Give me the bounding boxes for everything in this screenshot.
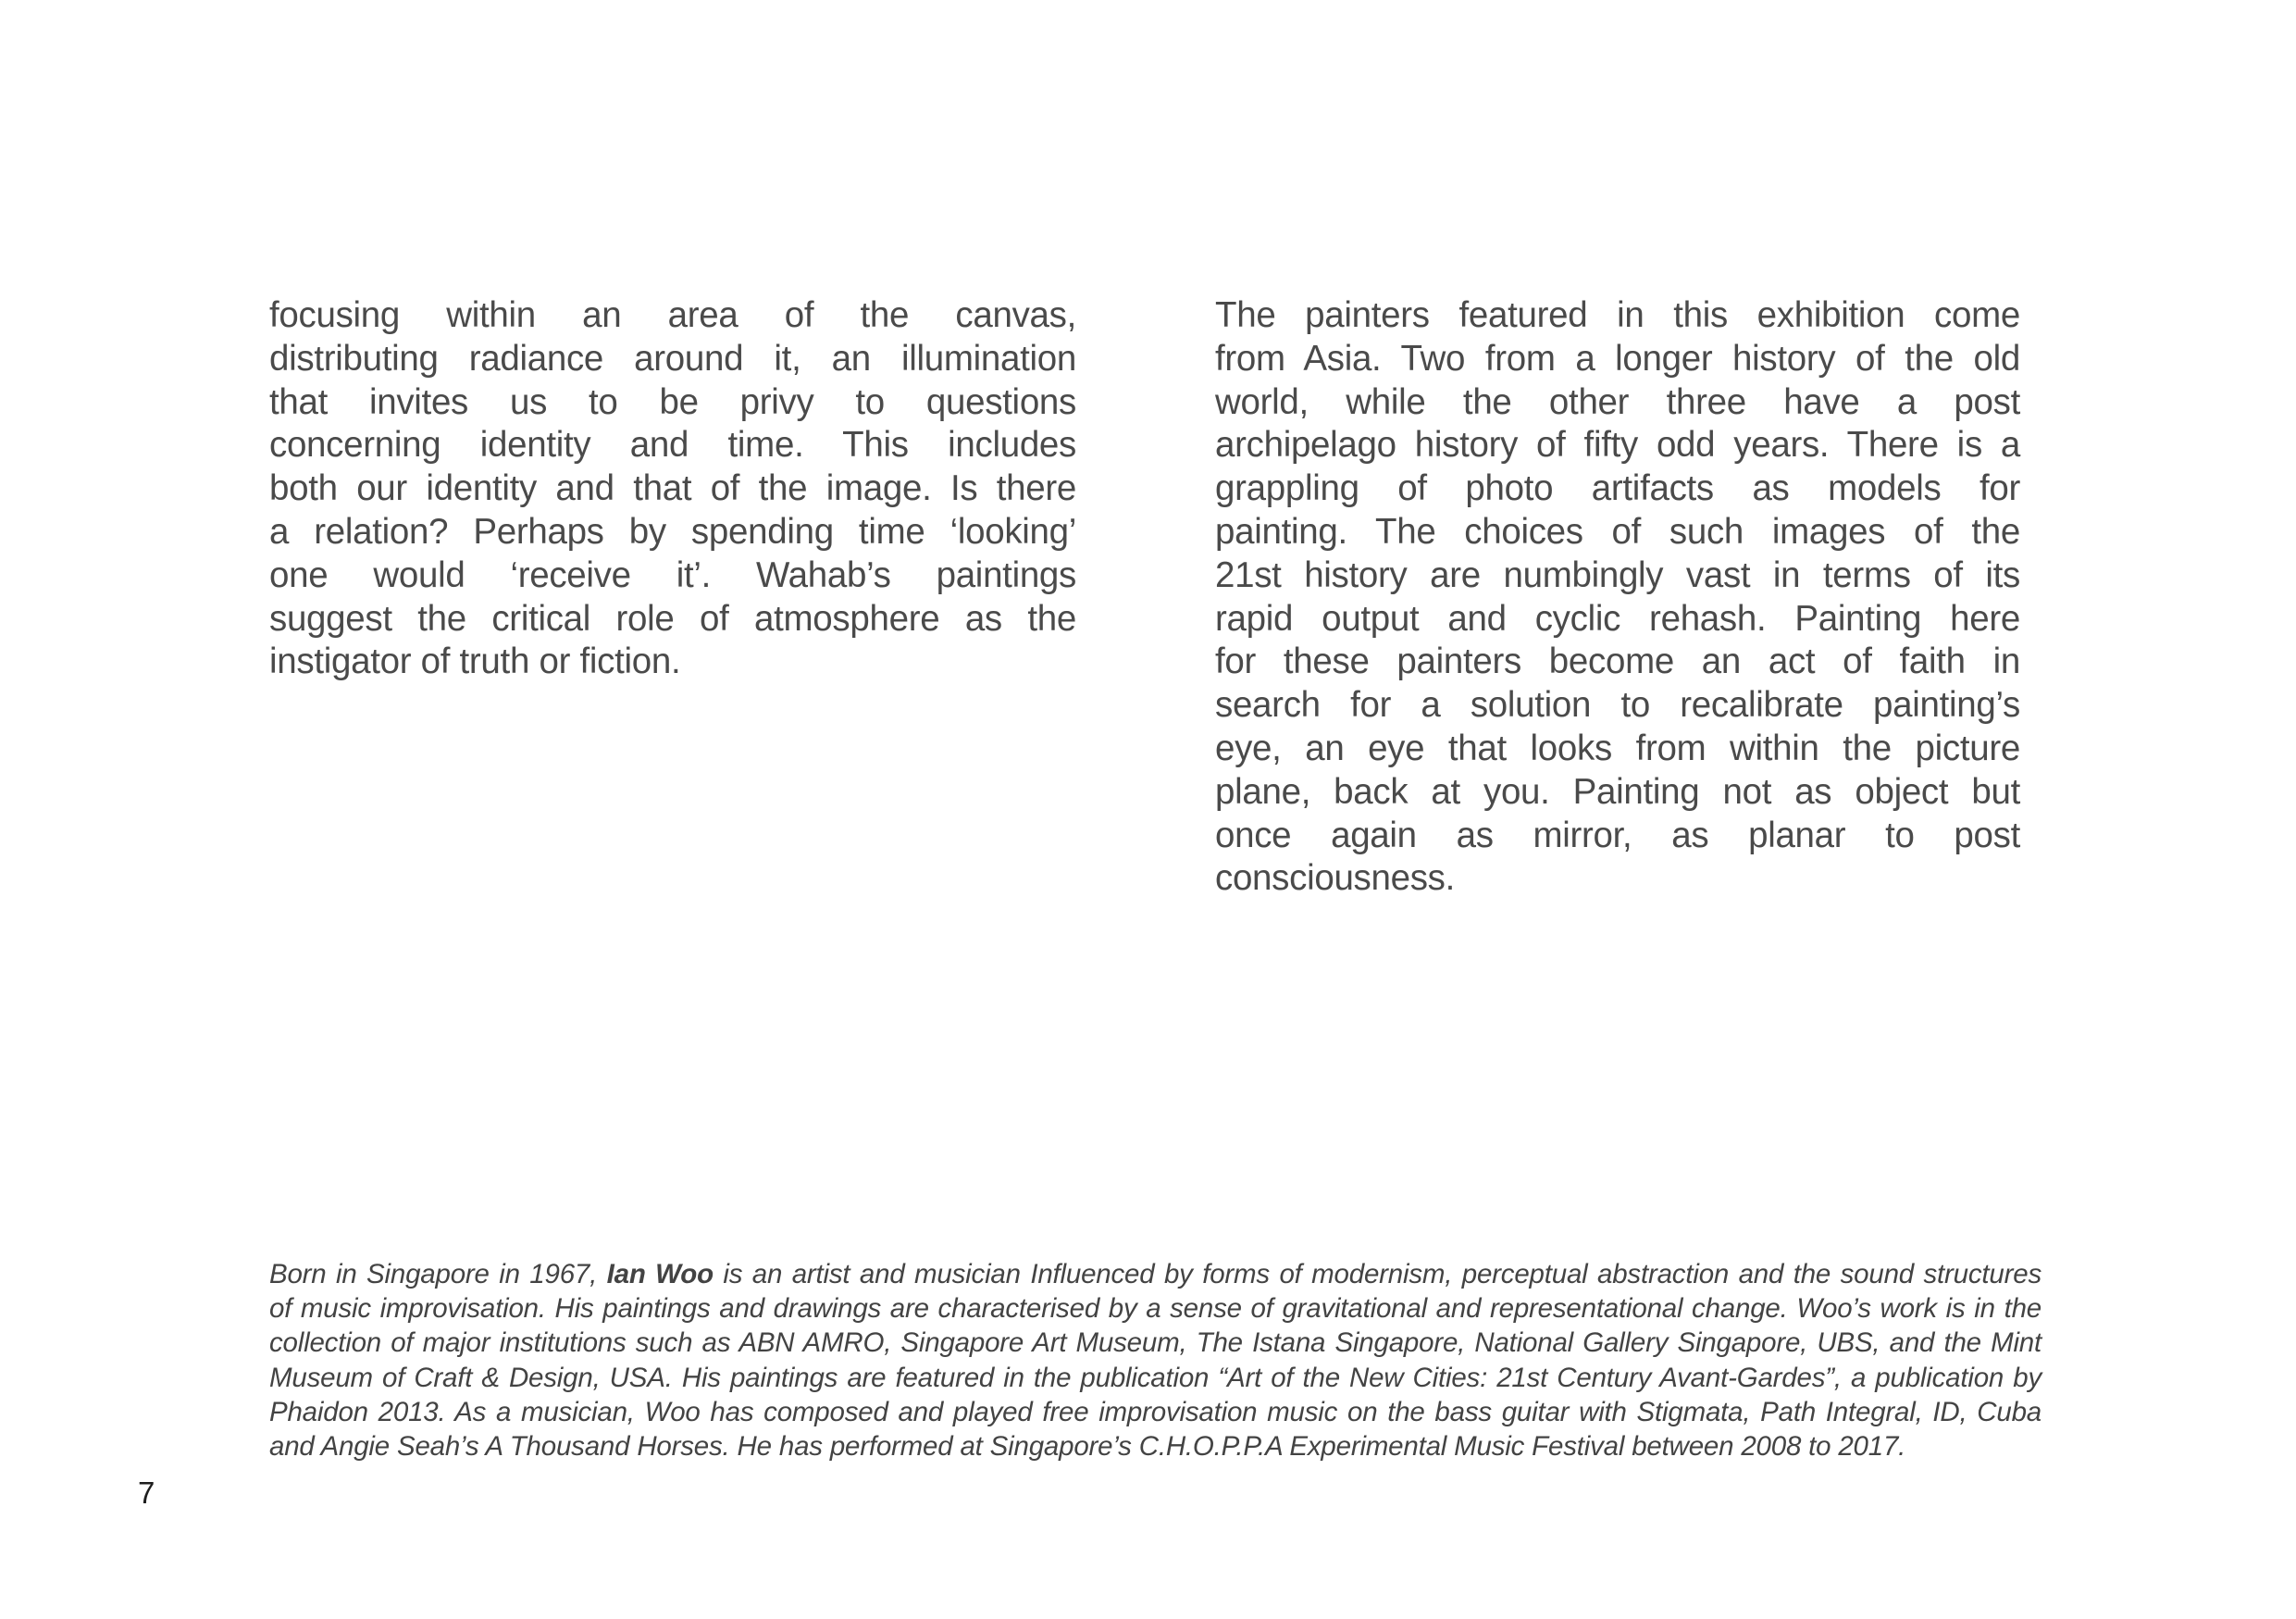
text-line: from Asia. Two from a longer history of the old bbox=[1215, 338, 2020, 379]
text-line: archipelago history of fifty odd years. There is a bbox=[1215, 425, 2020, 466]
bio-text: Born in Singapore in 1967, bbox=[269, 1259, 607, 1289]
text-line: world, while the other three have a post bbox=[1215, 381, 2020, 422]
text-line: search for a solution to recalibrate painting’s bbox=[1215, 685, 2020, 726]
text-line: once again as mirror, as planar to post bbox=[1215, 815, 2020, 855]
bio-line: and Angie Seah’s A Thousand Horses. He has performed at Singapore’s C.H.O.P.P.A Experimental Music Festival between 2008 to 2017. bbox=[269, 1430, 1906, 1462]
right-text-column bbox=[1215, 294, 2020, 901]
text-line: distributing radiance around it, an illumination bbox=[269, 338, 1076, 379]
text-line: The painters featured in this exhibition come bbox=[1215, 295, 2020, 335]
text-line: 21st history are numbingly vast in terms of its bbox=[1215, 554, 2020, 595]
text-line: suggest the critical role of atmosphere as the bbox=[269, 598, 1076, 639]
artist-name: Ian Woo bbox=[606, 1259, 714, 1289]
bio-text: is an artist and musician Influenced by forms of modernism, perceptual abstraction and the sound structures bbox=[713, 1259, 2042, 1289]
text-line: grappling of photo artifacts as models for bbox=[1215, 468, 2020, 509]
bio-line bbox=[269, 1257, 2042, 1291]
text-line: plane, back at you. Painting not as object but bbox=[1215, 771, 2020, 812]
bio-line: collection of major institutions such as ABN AMRO, Singapore Art Museum, The Istana Singapore, National Gallery Singapore, UBS, and the Mint bbox=[269, 1327, 2042, 1359]
text-line: eye, an eye that looks from within the picture bbox=[1215, 728, 2020, 768]
bio-line: Museum of Craft & Design, USA. His paintings are featured in the publication “Art of the New Cities: 21st Century Avant-Gardes”, a publication by bbox=[269, 1362, 2042, 1393]
text-line: for these painters become an act of faith in bbox=[1215, 641, 2020, 682]
page-number: 7 bbox=[138, 1476, 155, 1510]
artist-bio bbox=[269, 1257, 2042, 1463]
text-line: focusing within an area of the canvas, bbox=[269, 295, 1076, 335]
text-line: that invites us to be privy to questions bbox=[269, 381, 1076, 422]
text-line: painting. The choices of such images of the bbox=[1215, 511, 2020, 552]
bio-line: of music improvisation. His paintings and drawings are characterised by a sense of gravitational and representational change. Woo’s work is in the bbox=[269, 1293, 2042, 1325]
text-line: one would ‘receive it’. Wahab’s paintings bbox=[269, 554, 1076, 595]
text-line: both our identity and that of the image. Is there bbox=[269, 468, 1076, 509]
text-line: rapid output and cyclic rehash. Painting here bbox=[1215, 598, 2020, 639]
bio-line: Phaidon 2013. As a musician, Woo has composed and played free improvisation music on the bass guitar with Stigmata, Path Integral, ID, Cuba bbox=[269, 1396, 2042, 1427]
text-line: consciousness. bbox=[1215, 858, 1456, 899]
text-line: concerning identity and time. This includes bbox=[269, 425, 1076, 466]
text-line: instigator of truth or fiction. bbox=[269, 641, 681, 682]
left-text-column bbox=[269, 294, 1076, 684]
text-line: a relation? Perhaps by spending time ‘looking’ bbox=[269, 511, 1076, 552]
